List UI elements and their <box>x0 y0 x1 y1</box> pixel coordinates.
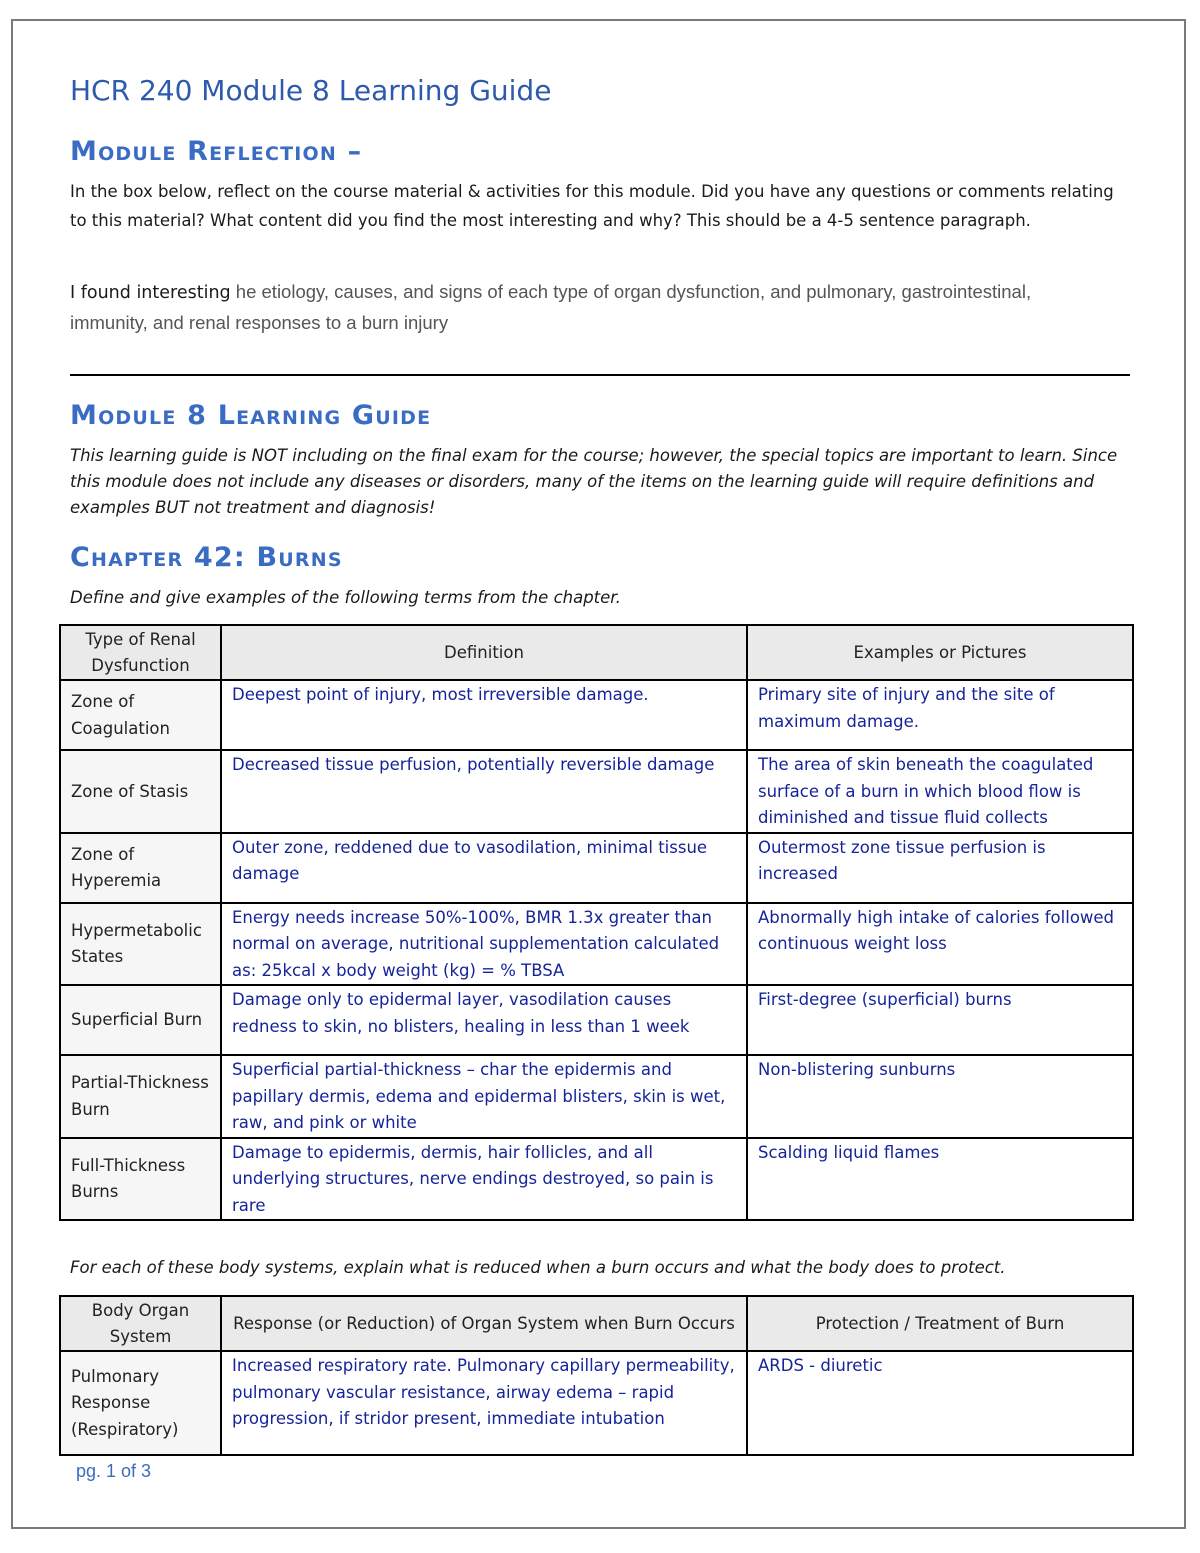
chapter-instruction: Define and give examples of the following terms from the chapter. <box>70 588 621 607</box>
column-header: Protection / Treatment of Burn <box>747 1296 1133 1351</box>
term-cell: Zone of Hyperemia <box>60 833 221 903</box>
column-header: Response (or Reduction) of Organ System when Burn Occurs <box>221 1296 747 1351</box>
definition-cell[interactable]: Deepest point of injury, most irreversible damage. <box>221 680 747 750</box>
body-systems-table <box>59 1295 1134 1456</box>
burn-terms-table <box>59 624 1134 1221</box>
column-header: Type of Renal Dysfunction <box>60 625 221 680</box>
example-cell[interactable]: Abnormally high intake of calories followed continuous weight loss <box>747 903 1133 986</box>
example-cell[interactable]: Outermost zone tissue perfusion is increased <box>747 833 1133 903</box>
reflection-answer-rest: he etiology, causes, and signs of each type of organ dysfunction, and pulmonary, gastrointestinal, immunity, and renal responses to a burn injury <box>70 281 1032 333</box>
document-title: HCR 240 Module 8 Learning Guide <box>70 74 552 107</box>
systems-instruction: For each of these body systems, explain what is reduced when a burn occurs and what the body does to protect. <box>70 1258 1006 1277</box>
page-number: pg. 1 of 3 <box>76 1461 152 1481</box>
table-row <box>60 1138 1133 1221</box>
section-divider <box>70 374 1130 376</box>
term-cell: Full-Thickness Burns <box>60 1138 221 1221</box>
table-row <box>60 903 1133 986</box>
table-row <box>60 680 1133 750</box>
column-header: Definition <box>221 625 747 680</box>
column-header: Examples or Pictures <box>747 625 1133 680</box>
protection-cell[interactable]: ARDS - diuretic <box>747 1351 1133 1455</box>
reflection-answer[interactable] <box>70 277 1070 339</box>
learning-guide-note: This learning guide is NOT including on the final exam for the course; however, the special topics are important to learn. Since this module does not include any diseases or disorders, many of the items on the learning guide will require definitions and examples BUT not treatment and diagnosis! <box>70 446 1118 517</box>
definition-cell[interactable]: Superficial partial-thickness – char the epidermis and papillary dermis, edema and epidermal blisters, skin is wet, raw, and pink or white <box>221 1055 747 1138</box>
module-reflection-heading: Module Reflection – <box>70 136 363 167</box>
definition-cell[interactable]: Damage to epidermis, dermis, hair follicles, and all underlying structures, nerve endings destroyed, so pain is rare <box>221 1138 747 1221</box>
definition-cell[interactable]: Energy needs increase 50%-100%, BMR 1.3x greater than normal on average, nutritional supplementation calculated as: 25kcal x body weight (kg) = % TBSA <box>221 903 747 986</box>
definition-cell[interactable]: Damage only to epidermal layer, vasodilation causes redness to skin, no blisters, healing in less than 1 week <box>221 985 747 1055</box>
system-cell: Pulmonary Response (Respiratory) <box>60 1351 221 1455</box>
term-cell: Hypermetabolic States <box>60 903 221 986</box>
term-cell: Zone of Coagulation <box>60 680 221 750</box>
example-cell[interactable]: Non-blistering sunburns <box>747 1055 1133 1138</box>
table-header-row <box>60 1296 1133 1351</box>
term-cell: Superficial Burn <box>60 985 221 1055</box>
term-cell: Zone of Stasis <box>60 750 221 833</box>
table-row <box>60 750 1133 833</box>
response-cell[interactable]: Increased respiratory rate. Pulmonary capillary permeability, pulmonary vascular resistance, airway edema – rapid progression, if stridor present, immediate intubation <box>221 1351 747 1455</box>
chapter-heading: Chapter 42: Burns <box>70 542 343 573</box>
example-cell[interactable]: Scalding liquid flames <box>747 1138 1133 1221</box>
term-cell: Partial-Thickness Burn <box>60 1055 221 1138</box>
example-cell[interactable]: Primary site of injury and the site of maximum damage. <box>747 680 1133 750</box>
table-row <box>60 833 1133 903</box>
example-cell[interactable]: First-degree (superficial) burns <box>747 985 1133 1055</box>
learning-guide-heading: Module 8 Learning Guide <box>70 400 432 431</box>
definition-cell[interactable]: Decreased tissue perfusion, potentially reversible damage <box>221 750 747 833</box>
table-row <box>60 1351 1133 1455</box>
reflection-instructions: In the box below, reflect on the course material & activities for this module. Did you have any questions or comments relating to this material? What content did you find the most interesting and why? This should be a 4-5 sentence paragraph. <box>70 182 1114 230</box>
definition-cell[interactable]: Outer zone, reddened due to vasodilation, minimal tissue damage <box>221 833 747 903</box>
table-row <box>60 985 1133 1055</box>
example-cell[interactable]: The area of skin beneath the coagulated surface of a burn in which blood flow is diminished and tissue fluid collects <box>747 750 1133 833</box>
table-row <box>60 1055 1133 1138</box>
reflection-answer-start: I found interesting <box>70 283 231 303</box>
table-header-row <box>60 625 1133 680</box>
column-header: Body Organ System <box>60 1296 221 1351</box>
